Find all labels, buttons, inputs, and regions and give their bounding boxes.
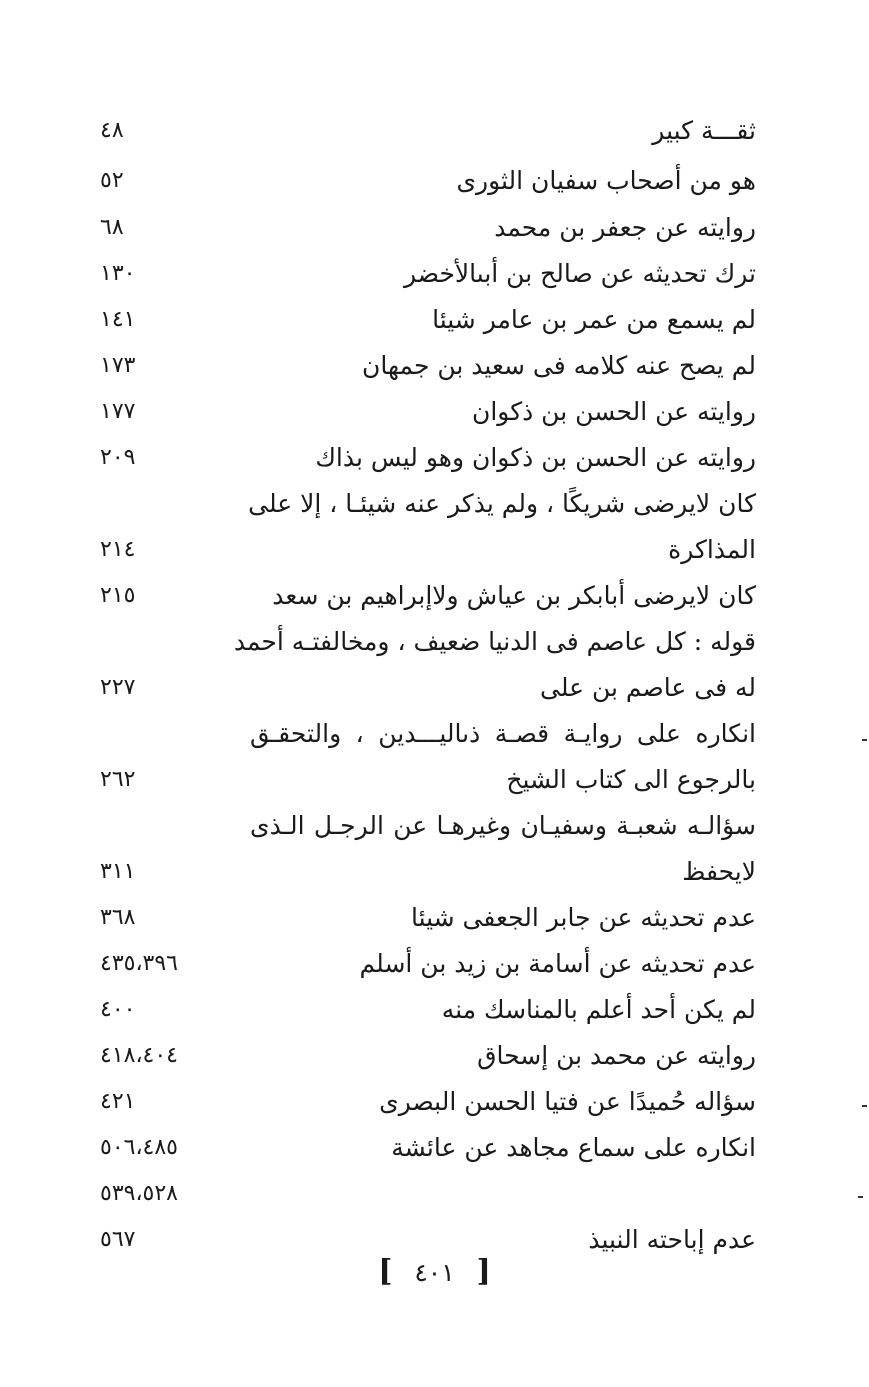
page-footer bbox=[0, 1252, 869, 1293]
bracket-close: ] bbox=[476, 1254, 491, 1289]
entry-text: له فى عاصم بن على bbox=[539, 673, 756, 702]
entry-text: روايته عن جعفر بن محمد bbox=[494, 213, 756, 242]
entry-text: بالرجوع الى كتاب الشيخ bbox=[506, 765, 756, 794]
entry-page-numbers: ٣٦٨ bbox=[100, 905, 136, 930]
entry-text: انكاره على سماع مجاهد عن عائشة bbox=[391, 1133, 756, 1162]
index-entry bbox=[100, 573, 756, 619]
index-entry bbox=[100, 205, 756, 251]
entry-text: كان لايرضى شريكًا ، ولم يذكر عنه شيئـا ، إلا على bbox=[248, 489, 756, 518]
entry-text: عدم تحديثه عن جابر الجعفى شيئا bbox=[410, 903, 756, 932]
index-entry bbox=[100, 757, 756, 803]
index-entry bbox=[100, 343, 756, 389]
index-entry bbox=[100, 895, 756, 941]
entry-text: قوله : كل عاصم فى الدنيا ضعيف ، ومخالفتـه أحمد bbox=[233, 627, 756, 656]
entry-page-numbers: ٢٢٧ bbox=[100, 675, 136, 700]
entry-page-numbers: ٤٣٥،٣٩٦ bbox=[100, 951, 178, 976]
entry-text: المذاكرة bbox=[668, 535, 756, 564]
index-entry bbox=[100, 665, 756, 711]
entry-page-numbers: ٥٠٦،٤٨٥ bbox=[100, 1135, 178, 1160]
bracket-open: [ bbox=[378, 1254, 393, 1289]
index-entry bbox=[100, 297, 756, 343]
index-entry bbox=[100, 619, 756, 665]
entry-text: هو من أصحاب سفيان الثورى bbox=[456, 166, 756, 195]
index-entry bbox=[100, 1171, 756, 1217]
index-entry bbox=[100, 481, 756, 527]
entry-page-numbers: ٢٠٩ bbox=[100, 445, 136, 470]
index-entry bbox=[100, 108, 756, 154]
index-entry bbox=[100, 1079, 756, 1125]
entry-text: لايحفظ bbox=[682, 857, 756, 886]
margin-mark bbox=[862, 739, 867, 741]
entry-page-numbers: ٥٦٧ bbox=[100, 1227, 136, 1252]
entry-text: روايته عن الحسن بن ذكوان وهو ليس بذاك bbox=[315, 443, 756, 472]
entry-page-numbers: ٥٢ bbox=[100, 168, 124, 193]
index-entry bbox=[100, 803, 756, 849]
entry-page-numbers: ٣١١ bbox=[100, 859, 136, 884]
entry-page-numbers: ١٣٠ bbox=[100, 261, 136, 286]
index-entry bbox=[100, 1125, 756, 1171]
index-entry bbox=[100, 435, 756, 481]
entry-page-numbers: ٥٣٩،٥٢٨ bbox=[100, 1181, 178, 1206]
entry-text: ترك تحديثه عن صالح بن أبىالأخضر bbox=[403, 259, 756, 288]
entry-text: كان لايرضى أبابكر بن عياش ولاإبراهيم بن سعد bbox=[272, 581, 756, 610]
entry-page-numbers: ٦٨ bbox=[100, 215, 124, 240]
entry-page-numbers: ٢٦٢ bbox=[100, 767, 136, 792]
entry-page-numbers: ١٧٣ bbox=[100, 353, 136, 378]
index-entry bbox=[100, 849, 756, 895]
entry-page-numbers: ٤٢١ bbox=[100, 1089, 136, 1114]
index-entry bbox=[100, 941, 756, 987]
index-entry bbox=[100, 527, 756, 573]
index-entry bbox=[100, 711, 756, 757]
index-entry bbox=[100, 158, 756, 204]
index-entry bbox=[100, 389, 756, 435]
page-number: ٤٠١ bbox=[414, 1258, 455, 1287]
entry-page-numbers: ١٤١ bbox=[100, 307, 136, 332]
entry-text: سؤالـه شعبـة وسفيـان وغيرهـا عن الرجـل الـذى bbox=[250, 811, 756, 840]
entry-text: ثقـــة كبير bbox=[652, 116, 756, 145]
entry-text: عدم إباحته النبيذ bbox=[588, 1225, 756, 1254]
entry-text: روايته عن محمد بن إسحاق bbox=[477, 1041, 756, 1070]
entry-page-numbers: ٢١٥ bbox=[100, 583, 136, 608]
entry-page-numbers: ٤٨ bbox=[100, 118, 124, 143]
entry-text: عدم تحديثه عن أسامة بن زيد بن أسلم bbox=[359, 949, 756, 978]
margin-mark bbox=[858, 1196, 863, 1198]
entry-text: لم يكن أحد أعلم بالمناسك منه bbox=[441, 995, 756, 1024]
index-entry bbox=[100, 1033, 756, 1079]
entry-page-numbers: ١٧٧ bbox=[100, 399, 136, 424]
entry-text: لم يسمع من عمر بن عامر شيئا bbox=[432, 305, 756, 334]
entry-page-numbers: ٢١٤ bbox=[100, 537, 136, 562]
margin-mark bbox=[862, 1105, 867, 1107]
entry-text: روايته عن الحسن بن ذكوان bbox=[471, 397, 756, 426]
entry-text: لم يصح عنه كلامه فى سعيد بن جمهان bbox=[362, 351, 756, 380]
entry-text: انكاره على روايـة قصـة ذىاليـــدين ، والتحقـق bbox=[250, 719, 756, 748]
entry-page-numbers: ٤٠٠ bbox=[100, 997, 136, 1022]
index-entry bbox=[100, 251, 756, 297]
index-entry bbox=[100, 987, 756, 1033]
entry-page-numbers: ٤١٨،٤٠٤ bbox=[100, 1043, 178, 1068]
entry-text: سؤاله حُميدًا عن فتيا الحسن البصرى bbox=[379, 1087, 756, 1116]
